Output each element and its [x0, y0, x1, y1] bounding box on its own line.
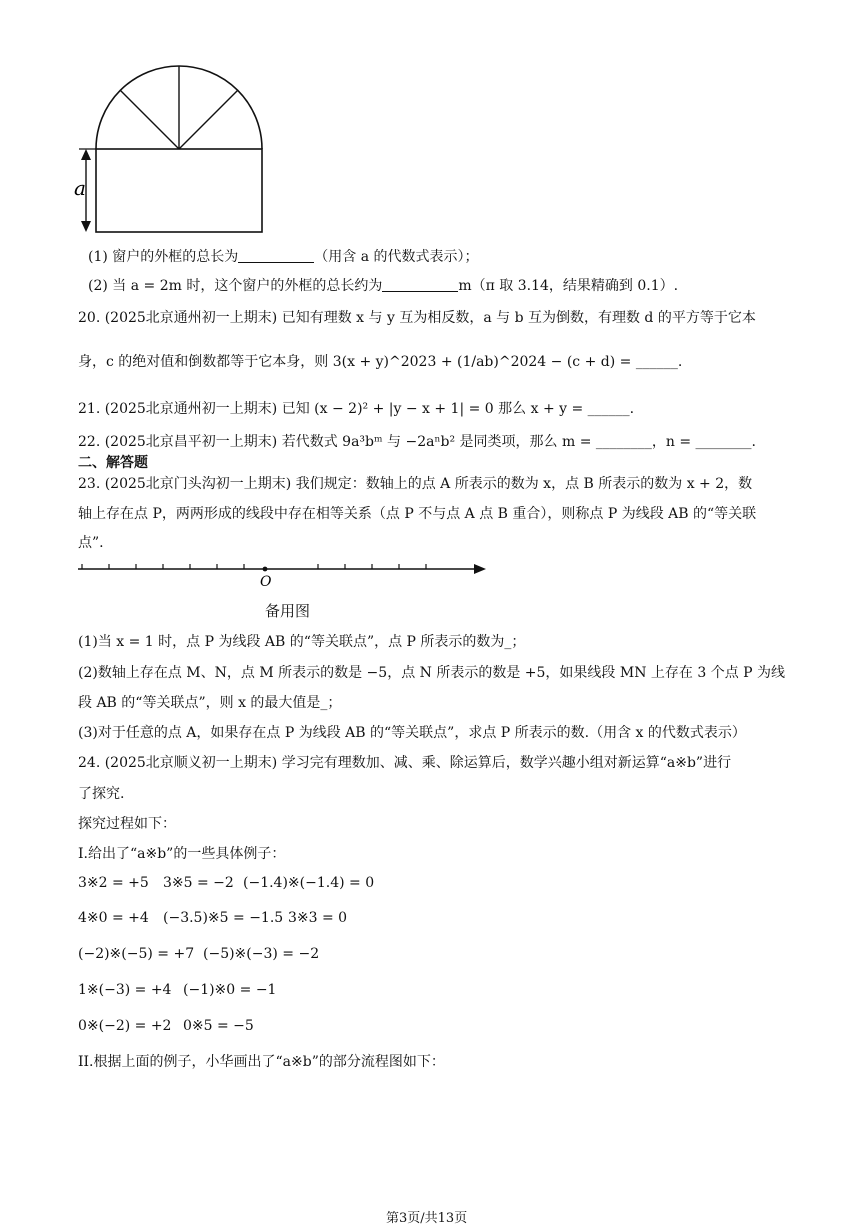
q24-part1: I.给出了“a※b”的一些具体例子： — [78, 846, 286, 862]
q23-line2: 轴上存在点 P，两两形成的线段中存在相等关系（点 P 不与点 A 点 B 重合），则称点 P 为线段 AB 的“等关联 — [78, 506, 757, 522]
figure-caption: 备用图 — [265, 602, 311, 620]
origin-point — [263, 567, 268, 572]
q19-part2: (2) 当 a = 2m 时，这个窗户的外框的总长约为 m（π 取 3.14，结果精确到 0.1）. — [88, 278, 679, 294]
q24-part2: II.根据上面的例子，小华画出了“a※b”的部分流程图如下： — [78, 1054, 445, 1070]
section-title: 二、解答题 — [78, 455, 148, 471]
q24-line1: 24. (2025北京顺义初一上期末) 学习完有理数加、减、乘、除运算后，数学兴趣小组对新运算“a※b”进行 — [78, 755, 732, 771]
window-rectangle — [96, 149, 262, 232]
q23-line1: 23. (2025北京门头沟初一上期末) 我们规定：数轴上的点 A 所表示的数为 x，点 B 所表示的数为 x + 2，数 — [78, 476, 753, 492]
q23-sub1: (1)当 x = 1 时，点 P 为线段 AB 的“等关联点”，点 P 所表示的数为_； — [78, 634, 526, 650]
window-figure — [70, 62, 280, 242]
answer-blank[interactable] — [238, 248, 314, 263]
q23-sub2a: (2)数轴上存在点 M、N，点 M 所表示的数是 −5，点 N 所表示的数是 +5，如果线段 MN 上存在 3 个点 P 为线 — [78, 665, 786, 681]
label-a: a — [74, 176, 86, 200]
q24-line2: 了探究. — [78, 786, 125, 802]
q24-process: 探究过程如下： — [78, 816, 176, 832]
arrow-head-icon — [474, 564, 486, 574]
q19-part1: (1) 窗户的外框的总长为 （用含 a 的代数式表示）； — [88, 249, 479, 265]
origin-label: O — [260, 574, 272, 590]
q21: 21. (2025北京通州初一上期末) 已知 (x − 2)² + |y − x + 1| = 0 那么 x + y = ______. — [78, 401, 635, 417]
answer-blank[interactable] — [382, 277, 458, 292]
q22: 22. (2025北京昌平初一上期末) 若代数式 9a³bᵐ 与 −2aⁿb² 是同类项，那么 m = ________，n = ________. — [78, 434, 757, 450]
q20-line1: 20. (2025北京通州初一上期末) 已知有理数 x 与 y 互为相反数，a 与 b 互为倒数，有理数 d 的平方等于它本 — [78, 310, 756, 326]
q20-line2: 身，c 的绝对值和倒数都等于它本身，则 3(x + y)^2023 + (1/ab)^2024 − (c + d) = ______. — [78, 354, 683, 370]
page-number: 第3页/共13页 — [386, 1211, 468, 1226]
number-line — [78, 558, 498, 590]
q23-sub2b: 段 AB 的“等关联点”，则 x 的最大值是_； — [78, 695, 342, 711]
q23-sub3: (3)对于任意的点 A，如果存在点 P 为线段 AB 的“等关联点”，求点 P 所表示的数.（用含 x 的代数式表示） — [78, 725, 746, 741]
q23-line3: 点”. — [78, 535, 104, 551]
